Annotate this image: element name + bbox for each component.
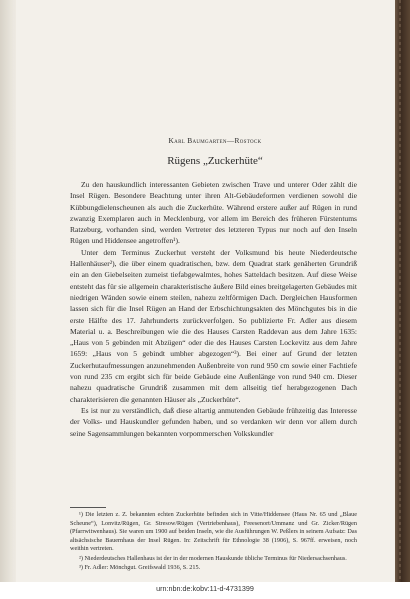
article-body bbox=[70, 179, 357, 439]
book-gutter bbox=[0, 0, 16, 582]
footnote: ³) Fr. Adler: Mönchgut. Greifswald 1936, S. 215. bbox=[79, 564, 201, 571]
paragraph: Es ist nur zu verständlich, daß diese altartig anmutenden Gebäude frühzeitig das Interesse der Volks- und Hauskundler gefunden haben, und so verdanken wir denn vor allem durch seine Sagensammlungen bekannten vorpommerschen Volkskundler bbox=[70, 405, 357, 438]
footer-urn: urn:nbn:de:kobv:11-d-4731399 bbox=[156, 584, 254, 593]
book-edge bbox=[395, 0, 410, 582]
paragraph: Zu den hauskundlich interessanten Gebieten zwischen Trave und unterer Oder zählt die Insel Rügen. Besondere Beachtung unter ihren Alt-Gebäudeformen verdienen sowohl die Kübbungdielenscheunen als auch die Zuckerhüte. Während erstere außer auf Rügen in rund zwanzig Exemplaren auch in Mecklenburg, vor allem im Bereich des früheren Fürstentums Ratzeburg, vorhanden sind, werden Vertreter des letzteren Typus nur noch auf den Inseln Rügen und Hiddensee angetroffen¹). bbox=[70, 180, 357, 246]
footnote-rule bbox=[70, 507, 106, 508]
article-title: Rügens „Zuckerhüte“ bbox=[167, 155, 263, 167]
paragraph: Unter dem Terminus Zuckerhut versteht der Volksmund bis heute Niederdeutsche Hallenhäuser²), die über einem quadratischen, bzw. dem Quadrat stark genäherten Grundriß ein an den Giebelseiten zumeist tiefabgewalmtes, hohes Satteldach besitzen. Auf diese Weise entsteht das für sie allgemein charakteristische äußere Bild eines breitgelagerten Gebäudes mit niedrigen Wänden sowie einem steilen, nahezu zeltförmigen Dach. Dergleichen Hausformen lassen sich für die Insel Rügen an Hand der Erbschichtungsakten des Mönchgutes bis in die erste Hälfte des 17. Jahrhunderts zurückverfolgen. So publizierte Fr. Adler aus diesem Material u. a. Beschreibungen wie die des Hauses Carsten Raddevan aus dem Jahre 1635: „Haus von 5 gebinden mit Abzügen“ oder die des Hauses Carsten Lockevitz aus dem Jahre 1659: „Haus von 5 gebindt umbher abgezogen“³). Bei einer auf Grund der letzten Zuckerhutaufmessungen anzunehmenden Außenbreite von rund 950 cm sowie einer Fachtiefe von rund 235 cm ergibt sich für beide Gebäude eine Außenlänge von rund 940 cm. Dieser nahezu quadratische Grundriß zusammen mit dem allseitig tief herabgezogenen Dach charakterisieren die genannten Häuser als „Zuckerhüte“. bbox=[70, 247, 357, 404]
footnote: ¹) Die letzten z. Z. bekannten echten Zuckerhüte befinden sich in Vitte/Hiddensee (Haus Nr. 65 und „Blaue Scheune“), Lonvitz/Rügen, Gr. Stresow/Rügen (Vertriebenhaus), Freesenort/Ummanz und Gr. Zicker/Rügen (Pfarrwitwenhaus). Sie waren um 1900 auf beiden Inseln, wie die Ausführungen W. Peßlers in seinem Aufsatz: Das altsächsische Bauernhaus der Insel Rügen. In: Zeitschrift für Ethnologie 38 (1906), S. 967ff. erweisen, noch weithin vertreten. bbox=[70, 511, 357, 552]
running-head: Karl Baumgarten—Rostock bbox=[168, 136, 262, 145]
footnote: ²) Niederdeutsches Hallenhaus ist der in der modernen Hauskunde übliche Terminus für Niedersachsenhaus. bbox=[79, 554, 347, 562]
footnotes bbox=[70, 511, 357, 574]
